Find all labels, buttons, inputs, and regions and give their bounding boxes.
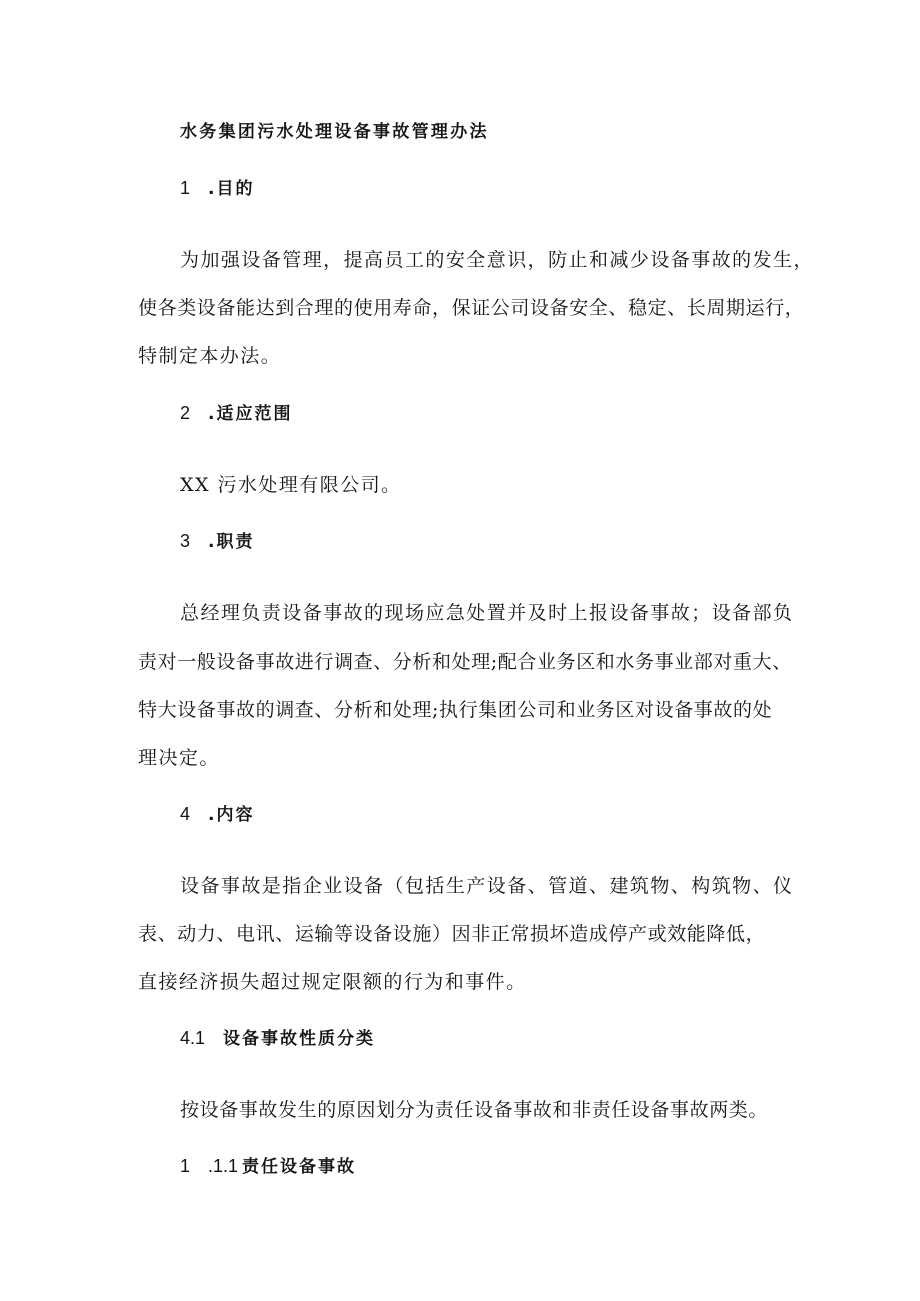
section-3-paragraph-line: 总经理负责设备事故的现场应急处置并及时上报设备事故；设备部负 [180, 602, 794, 624]
section-2-title: .适应范围 [208, 404, 293, 424]
section-2-paragraph-line: XX 污水处理有限公司。 [180, 474, 402, 496]
section-4-number: 4 [180, 804, 191, 824]
section-4-1-1-title: 责任设备事故 [242, 1157, 357, 1177]
section-4-1-1-sub-number: .1.1 [208, 1156, 239, 1176]
section-1-title: .目的 [208, 179, 255, 199]
section-4-heading [180, 801, 254, 828]
section-1-heading [180, 175, 254, 202]
section-3-number: 3 [180, 531, 191, 551]
section-3-heading [180, 528, 254, 555]
section-4-paragraph-line: 直接经济损失超过规定限额的行为和事件。 [138, 971, 527, 993]
document-title: 水务集团污水处理设备事故管理办法 [180, 122, 489, 142]
section-1-number: 1 [180, 178, 191, 198]
section-4-title: .内容 [208, 805, 255, 825]
section-1-paragraph-line: 特制定本办法。 [138, 345, 282, 367]
section-4-paragraph-line: 表、动力、电讯、运输等设备设施）因非正常损坏造成停产或效能降低， [138, 923, 766, 945]
section-2-number: 2 [180, 403, 191, 423]
section-3-paragraph-line: 理决定。 [138, 747, 220, 769]
section-4-1-1-number: 1 [180, 1156, 191, 1176]
section-4-1-heading [180, 1025, 375, 1052]
section-1-paragraph-line: 为加强设备管理，提高员工的安全意识，防止和减少设备事故的发生， [180, 249, 814, 271]
section-3-paragraph-line: 特大设备事故的调查、分析和处理;执行集团公司和业务区对设备事故的处 [138, 699, 773, 721]
section-4-1-title: 设备事故性质分类 [223, 1029, 376, 1049]
section-3-paragraph-line: 责对一般设备事故进行调查、分析和处理;配合业务区和水务事业部对重大、 [138, 651, 792, 673]
section-1-paragraph-line: 使各类设备能达到合理的使用寿命，保证公司设备安全、稳定、长周期运行， [138, 297, 805, 319]
section-4-1-1-heading [180, 1153, 356, 1180]
section-3-title: .职责 [208, 532, 255, 552]
section-4-1-number: 4.1 [180, 1028, 206, 1048]
section-2-heading [180, 400, 292, 427]
section-4-1-paragraph-line: 按设备事故发生的原因划分为责任设备事故和非责任设备事故两类。 [180, 1099, 769, 1121]
section-4-paragraph-line: 设备事故是指企业设备（包括生产设备、管道、建筑物、构筑物、仪 [180, 875, 794, 897]
